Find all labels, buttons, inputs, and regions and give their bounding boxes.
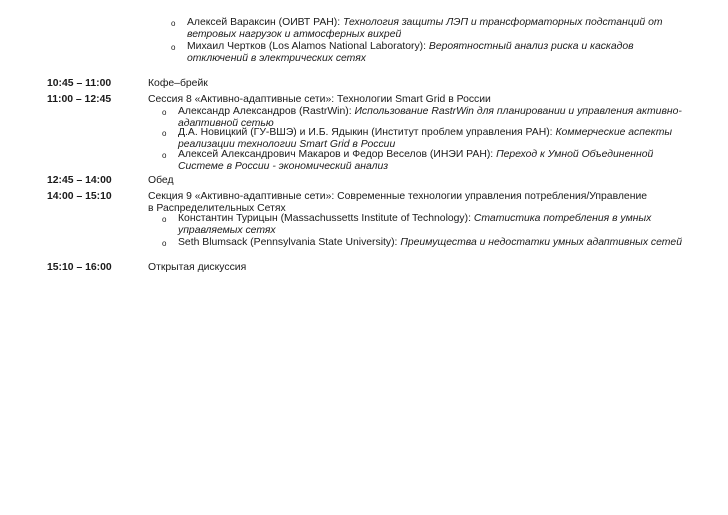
list-bullet: o <box>162 108 167 117</box>
time-slot: 11:00 – 12:45 <box>47 94 112 105</box>
list-item <box>178 149 690 173</box>
time-slot: 15:10 – 16:00 <box>47 262 112 273</box>
time-slot: 12:45 – 14:00 <box>47 175 112 186</box>
time-slot: 14:00 – 15:10 <box>47 191 112 202</box>
speaker-name: Д.А. Новицкий (ГУ-ВШЭ) и И.Б. Ядыкин (Институт проблем управления РАН): <box>178 127 556 138</box>
speaker-name: Константин Турицын (Massachussetts Institute of Technology): <box>178 213 474 224</box>
list-item <box>187 41 697 65</box>
speaker-name: Михаил Чертков (Los Alamos National Laboratory): <box>187 41 429 52</box>
talk-title: Использование RastrWin для планировании и управления активно-адаптивной сетью <box>178 106 682 129</box>
session-title: Сессия 8 «Активно-адаптивные сети»: Технологии Smart Grid в России <box>148 94 491 105</box>
talk-title: Статистика потребления в умных управляемых сетях <box>178 213 652 236</box>
list-item <box>178 237 708 249</box>
list-bullet: o <box>162 151 167 160</box>
list-bullet: o <box>162 129 167 138</box>
speaker-name: Алексей Александрович Макаров и Федор Веселов (ИНЭИ РАН): <box>178 149 497 160</box>
time-slot: 10:45 – 11:00 <box>47 78 112 89</box>
session-title: Обед <box>148 175 174 186</box>
list-item <box>187 17 697 41</box>
talk-title: Преимущества и недостатки умных адаптивных сетей <box>400 237 682 248</box>
list-item <box>178 213 690 237</box>
list-item <box>178 127 690 151</box>
session-title: Кофе–брейк <box>148 78 208 89</box>
talk-title: Коммерческие аспекты реализации технологии Smart Grid в России <box>178 127 673 150</box>
speaker-name: Seth Blumsack (Pennsylvania State University): <box>178 237 401 248</box>
list-bullet: o <box>171 19 176 28</box>
session-title: Открытая дискуссия <box>148 262 247 273</box>
session-title: Секция 9 «Активно-адаптивные сети»: Современные технологии управления потребления/Управление в Распределительных Сетях <box>148 191 648 214</box>
speaker-name: Алексей Вараксин (ОИВТ РАН): <box>187 17 344 28</box>
speaker-name: Александр Александров (RastrWin): <box>178 106 355 117</box>
talk-title: Переход к Умной Объединенной Системе в России - экономический анализ <box>178 149 654 172</box>
list-bullet: o <box>171 43 176 52</box>
talk-title: Вероятностный анализ риска и каскадов отключений в электрических сетях <box>187 41 634 64</box>
list-bullet: o <box>162 215 167 224</box>
list-bullet: o <box>162 239 167 248</box>
talk-title: Технология защиты ЛЭП и трансформаторных подстанций от ветровых нагрузок и атмосферных вихрей <box>187 17 663 40</box>
